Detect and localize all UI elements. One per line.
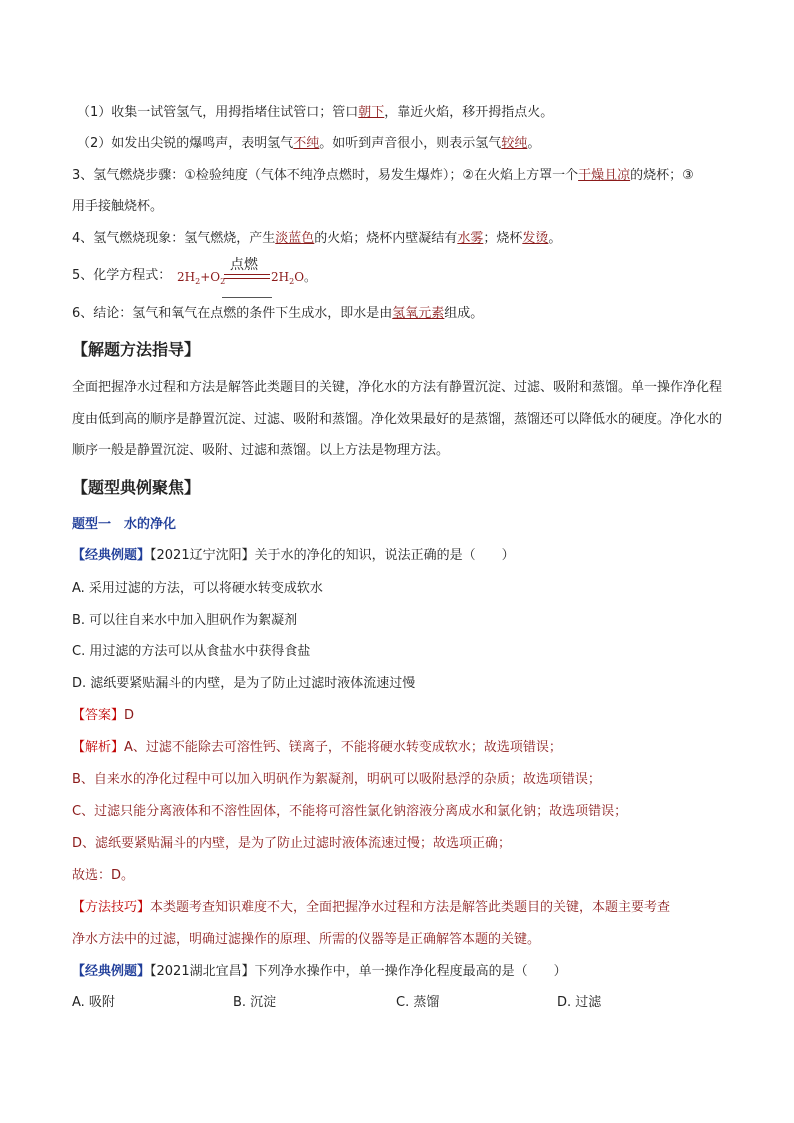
note-item-6 — [72, 305, 483, 323]
formula: +O — [200, 270, 221, 284]
note-item-3-continued: 用手接触烧杯。 — [72, 199, 164, 214]
formula: 2H — [177, 270, 196, 284]
equation-rhs — [271, 268, 316, 291]
text: 本类题考查知识难度不大，全面把握净水过程和方法是解答此类题目的关键，本题主要考查 — [150, 900, 671, 915]
text: ，靠近火焰，移开拇指点火。 — [384, 105, 554, 120]
q2-option-b: B. 沉淀 — [233, 995, 277, 1010]
text: （1）收集一试管氢气，用拇指堵住试管口；管口 — [77, 105, 359, 120]
reaction-condition: 点燃 — [230, 257, 258, 273]
question-type-title: 题型一 水的净化 — [72, 517, 177, 532]
note-step-1 — [77, 104, 553, 122]
answer-value: D — [124, 708, 135, 723]
examples-heading: 【题型典例聚焦】 — [72, 478, 201, 497]
reaction-arrow-line — [224, 278, 270, 279]
option-c: C. 用过滤的方法可以从食盐水中获得食盐 — [72, 644, 311, 659]
text: 。 — [304, 270, 317, 284]
note-item-4 — [72, 230, 561, 248]
subscript: 2 — [289, 277, 295, 286]
answer-line — [72, 707, 134, 725]
tips-tag: 【方法技巧】 — [72, 900, 151, 915]
text: ；烧杯 — [483, 231, 523, 246]
option-b: B. 可以往自来水中加入胆矾作为絮凝剂 — [72, 613, 298, 628]
formula: O — [294, 270, 305, 284]
answer-blank: 淡蓝色 — [275, 231, 315, 246]
analysis-line-5: 故选：D。 — [72, 868, 135, 883]
text: 5、化学方程式： — [72, 268, 172, 283]
method-tips-line-2: 净水方法中的过滤，明确过滤操作的原理、所需的仪器等是正确解答本题的关键。 — [72, 932, 541, 947]
text: （2）如发出尖锐的爆鸣声，表明氢气 — [77, 136, 294, 151]
note-item-3 — [72, 167, 694, 185]
text: 6、结论：氢气和氧气在点燃的条件下生成水，即水是由 — [72, 306, 393, 321]
q2-option-a: A. 吸附 — [72, 995, 115, 1010]
option-a: A. 采用过滤的方法，可以将硬水转变成软水 — [72, 581, 323, 596]
equation-lhs — [177, 268, 225, 291]
text: 【2021辽宁沈阳】关于水的净化的知识，说法正确的是（ ） — [150, 548, 515, 563]
answer-blank: 较纯 — [501, 136, 528, 151]
answer-blank: 水雾 — [457, 231, 484, 246]
text: 3、氢气燃烧步骤：①检验纯度（气体不纯净点燃时，易发生爆炸）；②在火焰上方罩一个 — [72, 168, 579, 183]
reaction-arrow-line — [224, 274, 270, 275]
equation-underline — [222, 297, 272, 298]
q2-option-d: D. 过滤 — [557, 995, 602, 1010]
option-d: D. 滤纸要紧贴漏斗的内壁，是为了防止过滤时液体流速过慢 — [72, 676, 416, 691]
example-tag: 【经典例题】 — [72, 964, 151, 979]
q2-option-c: C. 蒸馏 — [396, 995, 440, 1010]
analysis-line-1 — [72, 739, 562, 757]
method-guide-text: 全面把握净水过程和方法是解答此类题目的关键，净化水的方法有静置沉淀、过滤、吸附和蒸馏。单一操作净化程度由低到高的顺序是静置沉淀、过滤、吸附和蒸馏。净化效果最好的是蒸馏，蒸馏还可以降低水的硬度。净化水的顺序一般是静置沉淀、吸附、过滤和蒸馏。以上方法是物理方法。 — [72, 380, 723, 458]
analysis-tag: 【解析】 — [72, 740, 125, 755]
note-step-2 — [77, 135, 540, 153]
analysis-line-3: C、过滤只能分离液体和不溶性固体，不能将可溶性氯化钠溶液分离成水和氯化钠；故选项错误； — [72, 804, 628, 819]
question-1-stem — [72, 547, 515, 565]
text: 4、氢气燃烧现象：氢气燃烧，产生 — [72, 231, 276, 246]
text: 。如听到声音很小，则表示氢气 — [319, 136, 502, 151]
text: A、过滤不能除去可溶性钙、镁离子，不能将硬水转变成软水；故选项错误； — [124, 740, 562, 755]
text: 【2021湖北宜昌】下列净水操作中，单一操作净化程度最高的是（ ） — [150, 964, 567, 979]
text: 。 — [527, 136, 541, 151]
subscript: 2 — [220, 277, 226, 286]
answer-blank: 不纯 — [293, 136, 320, 151]
question-2-stem — [72, 963, 567, 981]
note-item-5 — [72, 267, 171, 285]
answer-blank: 氢氧元素 — [392, 306, 445, 321]
formula: 2H — [271, 270, 290, 284]
analysis-line-4: D、滤纸要紧贴漏斗的内壁，是为了防止过滤时液体流速过慢；故选项正确； — [72, 836, 512, 851]
text: 组成。 — [444, 306, 484, 321]
text: 。 — [548, 231, 562, 246]
answer-blank: 朝下 — [358, 105, 385, 120]
analysis-line-2: B、自来水的净化过程中可以加入明矾作为絮凝剂，明矾可以吸附悬浮的杂质；故选项错误； — [72, 772, 601, 787]
answer-blank: 干燥且凉 — [578, 168, 631, 183]
answer-blank: 发烫 — [522, 231, 549, 246]
text: 的烧杯；③ — [630, 168, 694, 183]
text: 的火焰；烧杯内壁凝结有 — [314, 231, 458, 246]
subscript: 2 — [195, 277, 201, 286]
example-tag: 【经典例题】 — [72, 548, 151, 563]
method-guide-heading: 【解题方法指导】 — [72, 340, 201, 359]
answer-tag: 【答案】 — [72, 708, 125, 723]
method-tips-line-1 — [72, 899, 670, 917]
